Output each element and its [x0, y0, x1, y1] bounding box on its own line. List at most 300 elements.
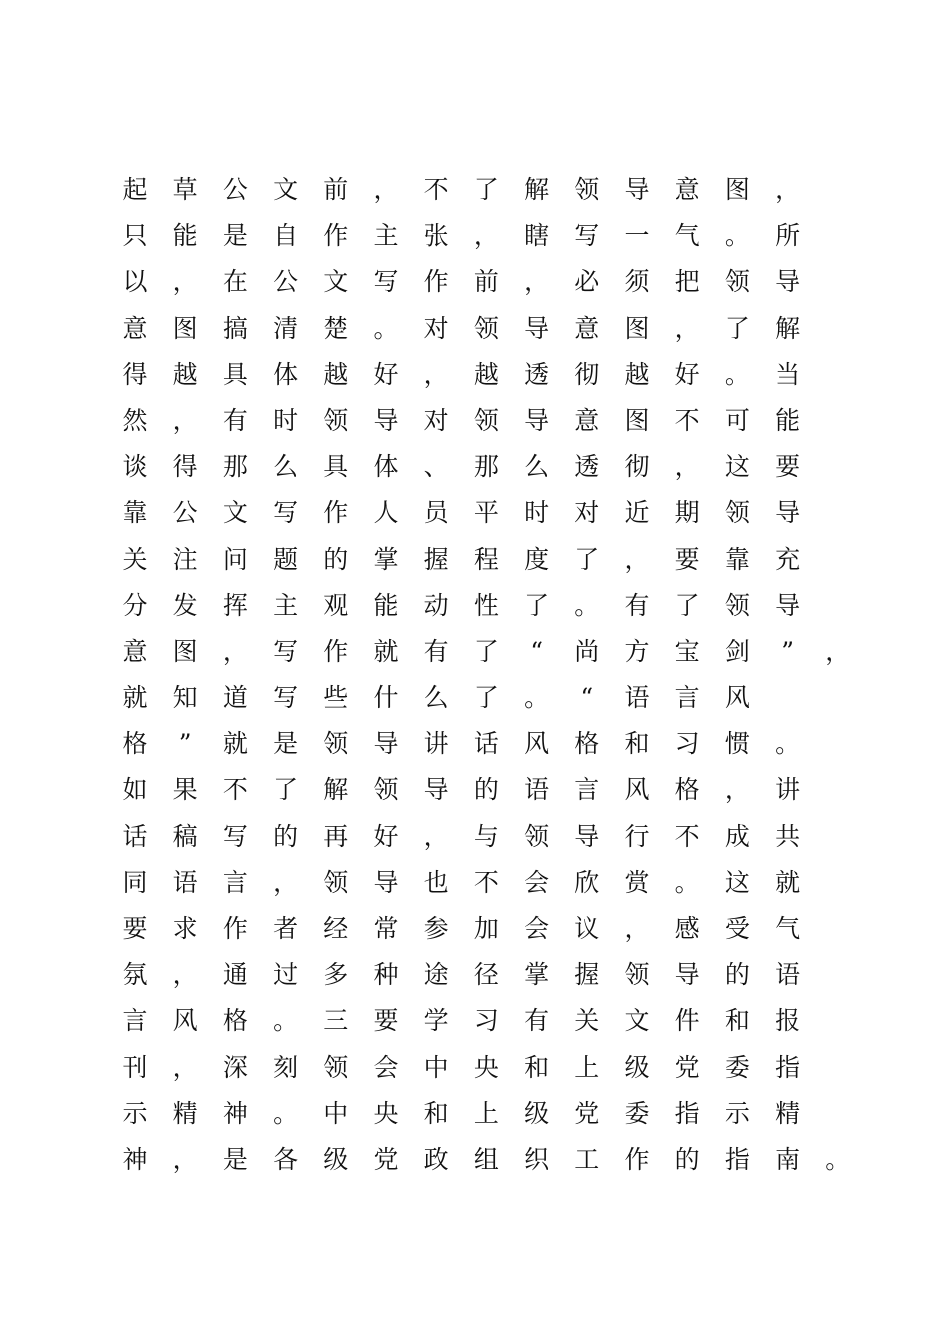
text-glyph: 导 [624, 175, 650, 204]
text-glyph: 导 [524, 313, 550, 343]
text-glyph: 题 [273, 544, 299, 574]
text-glyph: 能 [775, 405, 801, 435]
text-glyph: 了 [273, 775, 299, 805]
text-glyph: 气 [674, 221, 700, 251]
text-glyph: 作 [423, 267, 449, 297]
text-glyph: 越 [172, 359, 198, 389]
text-line [110, 906, 870, 952]
text-glyph: 精 [775, 1098, 801, 1128]
text-glyph: 问 [222, 544, 248, 574]
text-glyph: 前 [473, 267, 499, 297]
text-glyph: 意 [574, 405, 600, 435]
text-glyph: 行 [624, 821, 650, 851]
text-line [110, 583, 870, 629]
text-glyph: ， [423, 359, 449, 389]
text-glyph: “ [580, 683, 594, 713]
text-glyph: 的 [674, 1144, 700, 1174]
text-glyph: 风 [624, 775, 650, 805]
text-glyph: ” [781, 636, 794, 666]
text-glyph: 讲 [775, 775, 801, 805]
text-glyph: 自 [273, 221, 299, 251]
text-glyph: “ [530, 636, 543, 666]
text-glyph: 话 [122, 821, 148, 851]
text-glyph: 么 [423, 683, 449, 713]
text-glyph: 报 [775, 1006, 801, 1036]
text-glyph: 经 [323, 914, 349, 943]
text-glyph: 级 [524, 1098, 550, 1128]
text-glyph: ， [273, 867, 299, 897]
text-glyph: 会 [373, 1052, 399, 1082]
text-glyph: 图 [172, 636, 198, 666]
text-glyph: 党 [674, 1052, 700, 1082]
text-glyph: 不 [423, 175, 449, 204]
text-glyph: 有 [222, 405, 248, 435]
text-glyph: 领 [574, 175, 600, 204]
text-glyph: 道 [222, 683, 248, 713]
text-glyph: 讲 [423, 729, 449, 759]
text-glyph: ， [222, 636, 248, 666]
text-glyph: 精 [172, 1098, 198, 1128]
text-glyph: 多 [323, 960, 349, 990]
text-glyph: 解 [775, 313, 801, 343]
text-glyph: 和 [524, 1052, 550, 1082]
text-glyph: 刻 [273, 1052, 299, 1082]
text-glyph: 中 [323, 1098, 349, 1128]
text-glyph: 了 [473, 683, 499, 713]
text-glyph: 有 [524, 1006, 550, 1036]
text-glyph: 必 [574, 267, 600, 297]
text-glyph: 党 [574, 1098, 600, 1128]
text-glyph: 时 [273, 405, 299, 435]
text-glyph: 惯 [724, 729, 750, 759]
text-glyph: 的 [724, 960, 750, 990]
text-glyph: 人 [373, 498, 399, 528]
text-glyph: 具 [323, 452, 349, 482]
text-glyph: 上 [574, 1052, 600, 1082]
text-glyph: 对 [423, 405, 449, 435]
text-glyph: 。 [574, 590, 600, 620]
text-glyph: 透 [574, 452, 600, 482]
text-glyph: 稿 [172, 821, 198, 851]
text-glyph: 了 [473, 175, 499, 204]
text-glyph: 靠 [122, 498, 148, 528]
text-glyph: 的 [273, 821, 299, 851]
text-glyph: 的 [473, 775, 499, 805]
text-glyph: 和 [724, 1006, 750, 1036]
text-line [110, 490, 870, 536]
text-glyph: 掌 [524, 960, 550, 990]
text-glyph: 与 [473, 821, 499, 851]
text-glyph: 领 [323, 867, 349, 897]
text-glyph: 好 [674, 359, 700, 389]
text-glyph: 就 [775, 867, 801, 897]
text-glyph: 彻 [574, 359, 600, 389]
text-glyph: 这 [724, 452, 750, 482]
text-glyph: 导 [373, 405, 399, 435]
text-glyph: 欣 [574, 867, 600, 897]
text-glyph: 领 [323, 1052, 349, 1082]
text-glyph: 这 [724, 867, 750, 897]
text-glyph: 风 [524, 729, 550, 759]
text-line [110, 306, 870, 352]
text-glyph: 领 [473, 405, 499, 435]
text-glyph: 图 [624, 405, 650, 435]
text-glyph: 主 [373, 221, 399, 251]
text-glyph: 神 [122, 1144, 148, 1174]
text-glyph: 不 [674, 821, 700, 851]
text-glyph: 央 [373, 1098, 399, 1128]
text-line [110, 860, 870, 906]
text-glyph: 三 [323, 1006, 349, 1036]
text-glyph: 领 [323, 405, 349, 435]
text-glyph: 掌 [373, 544, 399, 574]
text-glyph: 一 [624, 221, 650, 251]
text-line [110, 675, 870, 721]
text-glyph: 领 [323, 729, 349, 759]
text-glyph: 。 [273, 1006, 299, 1036]
text-glyph: ， [473, 221, 499, 251]
text-glyph: 参 [423, 914, 449, 943]
text-glyph: ， [373, 175, 399, 204]
text-glyph: 解 [323, 775, 349, 805]
text-line [110, 259, 870, 305]
text-glyph: 议 [574, 914, 600, 943]
text-glyph: 是 [273, 729, 299, 759]
text-glyph: 时 [524, 498, 550, 528]
text-glyph: 要 [122, 914, 148, 943]
text-glyph: 就 [222, 729, 248, 759]
text-glyph: 动 [423, 590, 449, 620]
text-glyph: 关 [122, 544, 148, 574]
text-glyph: 是 [222, 221, 248, 251]
text-glyph: 越 [323, 359, 349, 389]
text-glyph: 会 [524, 867, 550, 897]
text-glyph: 委 [724, 1052, 750, 1082]
text-glyph: 知 [172, 683, 198, 713]
text-glyph: 起 [122, 175, 148, 204]
text-glyph: 委 [624, 1098, 650, 1128]
text-glyph: 风 [172, 1006, 198, 1036]
text-glyph: 风 [724, 683, 750, 713]
text-glyph: 导 [373, 867, 399, 897]
text-glyph: 主 [273, 590, 299, 620]
text-glyph: 言 [222, 867, 248, 897]
text-glyph: 是 [222, 1144, 248, 1174]
text-glyph: 再 [323, 821, 349, 851]
text-glyph: 格 [574, 729, 600, 759]
text-glyph: 注 [172, 544, 198, 574]
text-glyph: 氛 [122, 960, 148, 990]
text-glyph: 中 [423, 1052, 449, 1082]
text-glyph: 会 [524, 914, 550, 943]
text-glyph: ， [624, 544, 650, 574]
text-line [110, 1091, 870, 1137]
text-glyph: 方 [624, 636, 650, 666]
text-glyph: 导 [524, 405, 550, 435]
text-glyph: 径 [473, 960, 499, 990]
text-glyph: 领 [624, 960, 650, 990]
text-glyph: 件 [674, 1006, 700, 1036]
text-glyph: 指 [775, 1052, 801, 1082]
text-glyph: 习 [473, 1006, 499, 1036]
text-glyph: ， [775, 175, 801, 204]
text-glyph: 求 [172, 914, 198, 943]
text-glyph: 言 [122, 1006, 148, 1036]
text-glyph: 领 [473, 313, 499, 343]
text-glyph: 写 [273, 636, 299, 666]
text-glyph: 文 [273, 175, 299, 204]
text-glyph: 好 [373, 821, 399, 851]
text-glyph: 楚 [323, 313, 349, 343]
text-glyph: 和 [423, 1098, 449, 1128]
text-glyph: 文 [624, 1006, 650, 1036]
text-glyph: 图 [724, 175, 750, 204]
body-text [110, 167, 870, 1183]
text-glyph: 须 [624, 267, 650, 297]
text-glyph: 瞎 [524, 221, 550, 251]
text-glyph: ， [172, 1052, 198, 1082]
text-glyph: 平 [473, 498, 499, 528]
text-glyph: 意 [574, 313, 600, 343]
text-glyph: 度 [524, 544, 550, 574]
text-glyph: 作 [222, 914, 248, 943]
text-glyph: 指 [674, 1098, 700, 1128]
text-glyph: 领 [724, 267, 750, 297]
text-glyph: 搞 [222, 313, 248, 343]
text-glyph: 成 [724, 821, 750, 851]
text-glyph: 上 [473, 1098, 499, 1128]
text-glyph: 对 [423, 313, 449, 343]
text-glyph: 领 [373, 775, 399, 805]
text-glyph: 了 [724, 313, 750, 343]
text-glyph: ， [624, 914, 650, 943]
text-glyph: 导 [373, 729, 399, 759]
text-glyph: 了 [674, 590, 700, 620]
text-glyph: 不 [222, 775, 248, 805]
text-glyph: 指 [724, 1144, 750, 1174]
text-glyph: 了 [524, 590, 550, 620]
text-glyph: 言 [674, 683, 700, 713]
text-glyph: 些 [323, 683, 349, 713]
text-glyph: 尚 [574, 636, 600, 666]
text-glyph: 好 [373, 359, 399, 389]
text-glyph: 么 [273, 452, 299, 482]
text-glyph: 种 [373, 960, 399, 990]
text-line [110, 721, 870, 767]
text-glyph: 关 [574, 1006, 600, 1036]
text-glyph: 期 [674, 498, 700, 528]
text-glyph: 。 [273, 1098, 299, 1128]
text-glyph: 当 [775, 359, 801, 389]
text-glyph: 。 [724, 221, 750, 251]
text-glyph: 。 [775, 729, 801, 759]
text-glyph: 也 [423, 867, 449, 897]
text-glyph: 公 [273, 267, 299, 297]
text-glyph: 作 [624, 1144, 650, 1174]
text-glyph: 图 [624, 313, 650, 343]
text-line [110, 629, 870, 675]
text-glyph: 什 [373, 683, 399, 713]
text-glyph: 导 [674, 960, 700, 990]
text-glyph: 员 [423, 498, 449, 528]
text-line [110, 1045, 870, 1091]
text-glyph: 有 [423, 636, 449, 666]
text-glyph: 体 [373, 452, 399, 482]
text-glyph: 有 [624, 590, 650, 620]
text-glyph: 靠 [724, 544, 750, 574]
text-glyph: 途 [423, 960, 449, 990]
text-glyph: 体 [273, 359, 299, 389]
text-glyph: 受 [724, 914, 750, 943]
text-glyph: ， [674, 452, 700, 482]
text-glyph: 领 [724, 498, 750, 528]
text-glyph: 深 [222, 1052, 248, 1082]
text-line [110, 537, 870, 583]
text-glyph: 写 [222, 821, 248, 851]
text-glyph: 草 [172, 175, 198, 204]
text-glyph: 共 [775, 821, 801, 851]
text-glyph: 作 [323, 636, 349, 666]
text-glyph: 格 [222, 1006, 248, 1036]
text-glyph: 言 [574, 775, 600, 805]
text-glyph: 、 [423, 452, 449, 482]
text-glyph: 解 [524, 175, 550, 204]
text-glyph: ， [172, 405, 198, 435]
text-glyph: 能 [172, 221, 198, 251]
text-glyph: 写 [273, 683, 299, 713]
text-glyph: 意 [674, 175, 700, 204]
text-glyph: 意 [122, 636, 148, 666]
text-glyph: 谈 [122, 452, 148, 482]
text-line [110, 167, 870, 213]
text-glyph: 话 [473, 729, 499, 759]
text-glyph: 学 [423, 1006, 449, 1036]
text-glyph: ， [172, 267, 198, 297]
text-glyph: ， [674, 313, 700, 343]
text-glyph: 织 [524, 1144, 550, 1174]
text-glyph: ， [825, 636, 851, 666]
text-line [110, 952, 870, 998]
text-glyph: 了 [473, 636, 499, 666]
text-glyph: ， [423, 821, 449, 851]
text-glyph: 。 [724, 359, 750, 389]
text-glyph: 握 [574, 960, 600, 990]
text-glyph: 工 [574, 1144, 600, 1174]
text-glyph: 赏 [624, 867, 650, 897]
text-glyph: 那 [473, 452, 499, 482]
text-glyph: 。 [825, 1144, 851, 1174]
text-glyph: 不 [473, 867, 499, 897]
text-glyph: 具 [222, 359, 248, 389]
text-glyph: 感 [674, 914, 700, 943]
text-glyph: 就 [373, 636, 399, 666]
text-glyph: 的 [323, 544, 349, 574]
text-glyph: 同 [122, 867, 148, 897]
text-glyph: 观 [323, 590, 349, 620]
text-glyph: 充 [775, 544, 801, 574]
text-glyph: 然 [122, 405, 148, 435]
text-glyph: ， [172, 960, 198, 990]
text-glyph: 政 [423, 1144, 449, 1174]
text-glyph: 神 [222, 1098, 248, 1128]
text-glyph: 通 [222, 960, 248, 990]
text-line [110, 767, 870, 813]
text-glyph: 写 [574, 221, 600, 251]
text-line [110, 444, 870, 490]
text-glyph: 那 [222, 452, 248, 482]
text-glyph: 近 [624, 498, 650, 528]
text-glyph: 剑 [724, 636, 750, 666]
text-glyph: 作 [323, 498, 349, 528]
text-glyph: 在 [222, 267, 248, 297]
text-glyph: ” [178, 729, 192, 759]
text-glyph: 示 [724, 1098, 750, 1128]
text-glyph: 领 [724, 590, 750, 620]
text-glyph: 者 [273, 914, 299, 943]
text-glyph: 导 [775, 590, 801, 620]
text-glyph: 只 [122, 221, 148, 251]
text-glyph: 加 [473, 914, 499, 943]
text-glyph: ， [724, 775, 750, 805]
text-glyph: 文 [323, 267, 349, 297]
text-glyph: 发 [172, 590, 198, 620]
text-glyph: 和 [624, 729, 650, 759]
text-glyph: 。 [524, 683, 550, 713]
text-glyph: 要 [674, 544, 700, 574]
text-glyph: 越 [624, 359, 650, 389]
text-glyph: 对 [574, 498, 600, 528]
text-glyph: 挥 [222, 590, 248, 620]
text-glyph: 不 [674, 405, 700, 435]
text-glyph: 导 [775, 267, 801, 297]
text-glyph: 越 [473, 359, 499, 389]
text-glyph: 央 [473, 1052, 499, 1082]
text-glyph: 彻 [624, 452, 650, 482]
text-glyph: 级 [624, 1052, 650, 1082]
text-glyph: 导 [775, 498, 801, 528]
text-glyph: 语 [775, 960, 801, 990]
text-glyph: 得 [172, 452, 198, 482]
text-glyph: 性 [473, 590, 499, 620]
text-glyph: 导 [574, 821, 600, 851]
text-line [110, 213, 870, 259]
text-line [110, 998, 870, 1044]
text-glyph: 级 [323, 1144, 349, 1174]
text-glyph: 语 [172, 867, 198, 897]
text-line [110, 398, 870, 444]
text-glyph: 。 [674, 867, 700, 897]
text-glyph: 气 [775, 914, 801, 943]
text-line [110, 352, 870, 398]
text-glyph: 得 [122, 359, 148, 389]
text-glyph: 图 [172, 313, 198, 343]
text-glyph: 写 [273, 498, 299, 528]
text-glyph: 文 [222, 498, 248, 528]
text-glyph: 把 [674, 267, 700, 297]
text-glyph: 作 [323, 221, 349, 251]
text-glyph: 南 [775, 1144, 801, 1174]
text-glyph: 组 [473, 1144, 499, 1174]
text-glyph: 格 [122, 729, 148, 759]
text-glyph: 刊 [122, 1052, 148, 1082]
text-glyph: 清 [273, 313, 299, 343]
text-glyph: 公 [222, 175, 248, 204]
text-glyph: 过 [273, 960, 299, 990]
text-glyph: 能 [373, 590, 399, 620]
text-glyph: 要 [775, 452, 801, 482]
text-glyph: 格 [674, 775, 700, 805]
text-glyph: 就 [122, 683, 148, 713]
